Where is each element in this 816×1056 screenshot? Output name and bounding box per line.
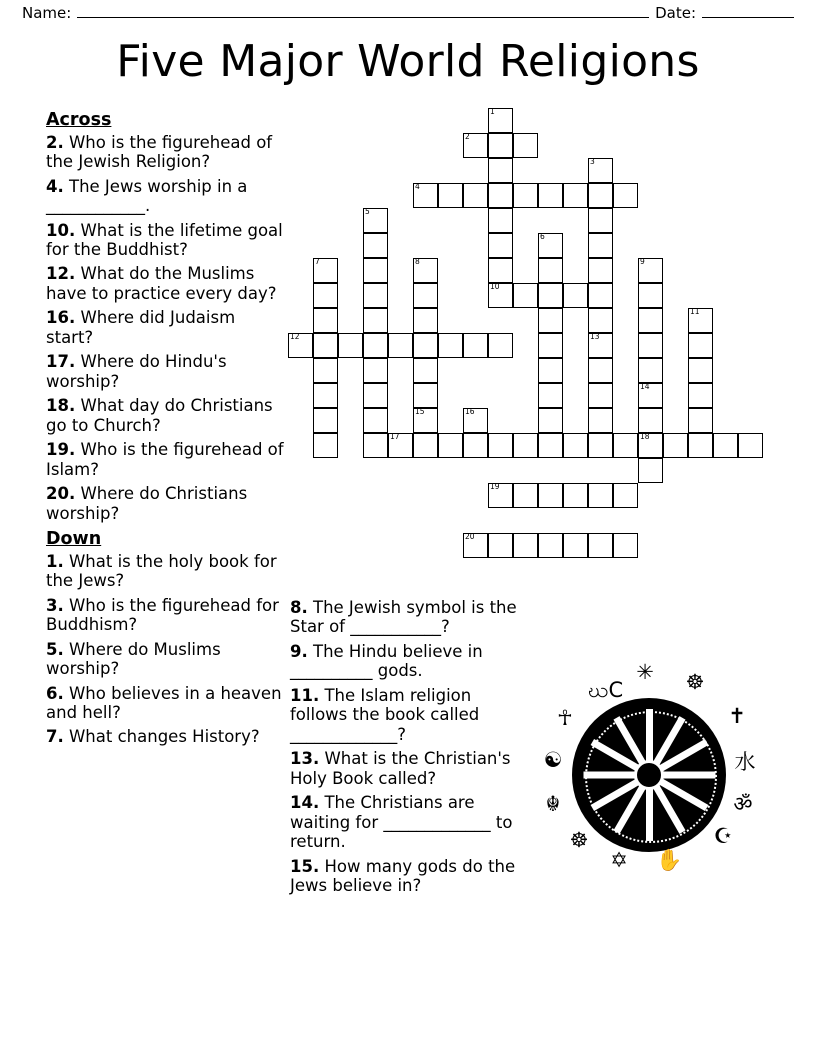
crossword-cell[interactable]	[363, 333, 388, 358]
crossword-cell[interactable]	[638, 408, 663, 433]
name-label: Name:	[22, 4, 72, 22]
crossword-cell[interactable]	[463, 133, 488, 158]
date-write-line	[702, 6, 794, 18]
crossword-cell[interactable]	[488, 333, 513, 358]
clue-text: How many gods do the Jews believe in?	[290, 856, 516, 896]
clue-item	[46, 684, 284, 723]
religion-symbols-wheel	[534, 660, 764, 890]
crossword-cell-number: 10	[490, 282, 500, 291]
crossword-cell-number: 15	[415, 407, 425, 416]
page-title: Five Major World Religions	[116, 36, 700, 87]
crossword-cell[interactable]	[363, 383, 388, 408]
crossword-cell[interactable]	[588, 533, 613, 558]
clue-text: The Jews worship in a ____________.	[46, 176, 248, 216]
crossword-cell[interactable]	[538, 433, 563, 458]
crossword-cell[interactable]	[463, 433, 488, 458]
crossword-cell[interactable]	[363, 208, 388, 233]
crossword-cell-number: 8	[415, 257, 420, 266]
crossword-cell[interactable]	[463, 333, 488, 358]
name-write-line	[77, 6, 649, 18]
crossword-cell[interactable]	[688, 408, 713, 433]
crossword-cell[interactable]	[413, 183, 438, 208]
crossword-cell[interactable]	[463, 533, 488, 558]
clue-item	[46, 596, 284, 635]
crossword-cell[interactable]	[313, 308, 338, 333]
crossword-cell-number: 4	[415, 182, 420, 191]
crossword-cell[interactable]	[488, 533, 513, 558]
crossword-cell[interactable]	[538, 233, 563, 258]
peace-cross-icon: ✝	[728, 704, 746, 728]
date-label: Date:	[655, 4, 696, 22]
clue-item	[46, 396, 284, 435]
crossword-cell[interactable]	[488, 133, 513, 158]
crossword-cell[interactable]	[413, 408, 438, 433]
crossword-cell[interactable]	[538, 383, 563, 408]
crossword-cell[interactable]	[488, 483, 513, 508]
crossword-cell-number: 12	[290, 332, 300, 341]
clue-item	[290, 686, 522, 744]
clue-number: 9.	[290, 641, 308, 661]
clue-text: The Christians are waiting for _____________ to return.	[290, 793, 513, 852]
crossword-cell[interactable]	[638, 358, 663, 383]
down-clue-list	[46, 552, 284, 747]
crossword-cell[interactable]	[688, 383, 713, 408]
clue-number: 13.	[290, 749, 320, 769]
crossword-cell[interactable]	[288, 333, 313, 358]
crossword-cell-number: 3	[590, 157, 595, 166]
crossword-cell[interactable]	[363, 258, 388, 283]
kanji-water-icon: 水	[734, 750, 756, 774]
crossword-cell[interactable]	[388, 333, 413, 358]
clue-item	[46, 308, 284, 347]
clue-text: The Hindu believe in __________ gods.	[290, 641, 483, 681]
crossword-cell[interactable]	[638, 258, 663, 283]
clue-item	[290, 598, 522, 637]
crossword-cell[interactable]	[613, 533, 638, 558]
crossword-cell[interactable]	[538, 483, 563, 508]
crossword-cell[interactable]	[588, 283, 613, 308]
clue-text: Who is the figurehead for Buddhism?	[46, 595, 279, 635]
crossword-cell[interactable]	[588, 158, 613, 183]
star-and-crescent-icon: ☪	[713, 824, 733, 848]
crossword-cell[interactable]	[638, 333, 663, 358]
crossword-cell[interactable]	[588, 333, 613, 358]
crossword-cell[interactable]	[588, 308, 613, 333]
clue-item	[46, 352, 284, 391]
crossword-cell-number: 7	[315, 257, 320, 266]
clue-number: 19.	[46, 440, 76, 460]
clue-text: The Jewish symbol is the Star of ___________?	[290, 598, 517, 637]
crossword-cell[interactable]	[463, 183, 488, 208]
crossword-cell[interactable]	[538, 308, 563, 333]
clue-number: 15.	[290, 856, 320, 876]
crossword-cell[interactable]	[688, 308, 713, 333]
clue-item	[290, 857, 522, 896]
crossword-cell[interactable]	[313, 258, 338, 283]
crossword-cell[interactable]	[363, 433, 388, 458]
crossword-cell[interactable]	[538, 283, 563, 308]
down-clue-list-continued	[290, 598, 522, 896]
crossword-cell[interactable]	[513, 133, 538, 158]
crossword-cell[interactable]	[638, 433, 663, 458]
crossword-cell[interactable]	[313, 408, 338, 433]
wheel-hub	[634, 760, 664, 790]
crossword-cell[interactable]	[488, 208, 513, 233]
clue-number: 10.	[46, 220, 76, 240]
clue-number: 6.	[46, 683, 64, 703]
clue-item	[290, 749, 522, 788]
crossword-cell[interactable]	[663, 433, 688, 458]
clue-number: 20.	[46, 484, 76, 504]
crossword-cell[interactable]	[438, 183, 463, 208]
clue-item	[290, 642, 522, 681]
crossword-cell[interactable]	[538, 358, 563, 383]
crossword-cell-number: 20	[465, 532, 475, 541]
crossword-cell[interactable]	[638, 383, 663, 408]
crossword-cell[interactable]	[688, 433, 713, 458]
crossword-cell[interactable]	[313, 283, 338, 308]
crossword-cell-number: 17	[390, 432, 400, 441]
across-heading: Across	[46, 110, 112, 130]
crossword-cell[interactable]	[413, 433, 438, 458]
clue-number: 5.	[46, 639, 64, 659]
clues-column-left	[46, 110, 284, 752]
crossword-cell[interactable]	[488, 258, 513, 283]
clue-number: 1.	[46, 551, 64, 571]
crossword-cell-number: 11	[690, 307, 700, 316]
clue-text: What is the Christian's Holy Book called?	[290, 749, 511, 788]
crossword-cell[interactable]	[588, 408, 613, 433]
crossword-cell-number: 19	[490, 482, 500, 491]
crossword-grid[interactable]	[288, 108, 788, 588]
crossword-cell[interactable]	[563, 183, 588, 208]
clue-item	[46, 264, 284, 303]
crossword-cell-number: 18	[640, 432, 650, 441]
crossword-cell[interactable]	[463, 408, 488, 433]
crossword-cell[interactable]	[438, 333, 463, 358]
clue-text: What is the lifetime goal for the Buddhist?	[46, 220, 283, 259]
crossword-cell[interactable]	[563, 283, 588, 308]
bahai-star-icon: ✳	[636, 660, 654, 684]
clue-item	[46, 133, 284, 172]
crossword-cell[interactable]	[513, 283, 538, 308]
menorah-icon: ✡	[610, 848, 628, 872]
crossword-cell[interactable]	[613, 183, 638, 208]
across-clue-list	[46, 133, 284, 523]
clue-text: Where do Muslims worship?	[46, 639, 221, 679]
crossword-cell[interactable]	[363, 408, 388, 433]
clue-text: Where did Judaism start?	[46, 308, 236, 347]
crossword-cell-number: 1	[490, 107, 495, 116]
worksheet-header	[22, 4, 794, 22]
crossword-cell[interactable]	[638, 308, 663, 333]
crossword-cell-number: 9	[640, 257, 645, 266]
crossword-cell-number: 13	[590, 332, 600, 341]
clue-text: What do the Muslims have to practice every day?	[46, 264, 277, 303]
crossword-cell[interactable]	[413, 333, 438, 358]
crossword-cell[interactable]	[588, 433, 613, 458]
clue-item	[46, 484, 284, 523]
crossword-cell[interactable]	[613, 433, 638, 458]
clues-column-middle	[290, 598, 522, 901]
clue-number: 14.	[290, 793, 320, 813]
clue-number: 11.	[290, 685, 320, 705]
crossword-cell[interactable]	[638, 283, 663, 308]
clue-number: 3.	[46, 595, 64, 615]
crossword-cell[interactable]	[538, 408, 563, 433]
crossword-cell[interactable]	[563, 533, 588, 558]
yin-yang-icon: ☯	[543, 748, 563, 772]
khanda-icon: ☬	[545, 792, 561, 816]
faravahar-icon: ဃC	[588, 678, 624, 702]
clue-number: 12.	[46, 264, 76, 284]
clue-text: What day do Christians go to Church?	[46, 396, 273, 435]
crossword-cell[interactable]	[513, 483, 538, 508]
crossword-cell[interactable]	[588, 383, 613, 408]
crossword-cell[interactable]	[638, 458, 663, 483]
crossword-cell[interactable]	[488, 183, 513, 208]
crossword-cell[interactable]	[488, 158, 513, 183]
crossword-cell[interactable]	[513, 433, 538, 458]
crossword-cell[interactable]	[388, 433, 413, 458]
crossword-cell[interactable]	[488, 433, 513, 458]
clue-item	[46, 221, 284, 260]
down-heading: Down	[46, 529, 102, 550]
crossword-cell[interactable]	[588, 183, 613, 208]
jain-hand-icon: ✋	[656, 848, 683, 872]
wheel-of-dharma-small-icon: ☸	[569, 828, 589, 852]
clue-text: Who is the figurehead of the Jewish Religion?	[46, 132, 273, 172]
crossword-cell[interactable]	[363, 233, 388, 258]
crossword-cell[interactable]	[313, 433, 338, 458]
clue-item	[46, 552, 284, 591]
clue-text: What is the holy book for the Jews?	[46, 551, 277, 591]
crossword-cell[interactable]	[688, 333, 713, 358]
crossword-cell[interactable]	[338, 333, 363, 358]
clue-item	[46, 440, 284, 479]
clue-text: Where do Hindu's worship?	[46, 352, 227, 391]
crossword-cell[interactable]	[363, 308, 388, 333]
clue-number: 8.	[290, 598, 308, 617]
clue-number: 2.	[46, 132, 64, 152]
crossword-cell[interactable]	[413, 383, 438, 408]
clue-text: Who is the figurehead of Islam?	[46, 440, 284, 479]
crossword-cell[interactable]	[538, 258, 563, 283]
clue-number: 17.	[46, 352, 76, 372]
crossword-cell[interactable]	[513, 533, 538, 558]
crossword-cell[interactable]	[513, 183, 538, 208]
crossword-cell[interactable]	[413, 283, 438, 308]
crossword-cell[interactable]	[488, 233, 513, 258]
crossword-cell[interactable]	[613, 483, 638, 508]
crossword-cell[interactable]	[563, 433, 588, 458]
crossword-cell[interactable]	[363, 283, 388, 308]
crossword-cell[interactable]	[313, 358, 338, 383]
crossword-cell[interactable]	[588, 483, 613, 508]
crossword-cell[interactable]	[688, 358, 713, 383]
clue-number: 18.	[46, 396, 76, 416]
crossword-cell[interactable]	[313, 383, 338, 408]
dharma-wheel-icon: ☸	[685, 670, 705, 694]
clue-number: 16.	[46, 308, 76, 328]
crossword-cell[interactable]	[413, 308, 438, 333]
crossword-cell[interactable]	[563, 483, 588, 508]
clue-item	[46, 640, 284, 679]
clue-text: Who believes in a heaven and hell?	[46, 683, 282, 722]
crossword-cell[interactable]	[713, 433, 738, 458]
crossword-cell[interactable]	[588, 358, 613, 383]
crossword-cell[interactable]	[413, 358, 438, 383]
ankh-icon: ☥	[557, 706, 573, 730]
clue-text: Where do Christians worship?	[46, 484, 248, 523]
crossword-cell-number: 14	[640, 382, 650, 391]
clue-item	[46, 727, 284, 746]
om-icon: ॐ	[733, 792, 753, 816]
clue-text: The Islam religion follows the book called _____________?	[290, 685, 480, 744]
crossword-cell[interactable]	[588, 208, 613, 233]
crossword-cell[interactable]	[413, 258, 438, 283]
crossword-cell[interactable]	[488, 108, 513, 133]
clue-number: 7.	[46, 727, 64, 747]
crossword-cell-number: 5	[365, 207, 370, 216]
crossword-cell[interactable]	[538, 183, 563, 208]
clue-item	[290, 793, 522, 851]
crossword-cell-number: 2	[465, 132, 470, 141]
clue-item	[46, 177, 284, 216]
crossword-cell-number: 16	[465, 407, 475, 416]
crossword-cell[interactable]	[588, 258, 613, 283]
crossword-cell[interactable]	[538, 533, 563, 558]
crossword-cell[interactable]	[438, 433, 463, 458]
crossword-cell-number: 6	[540, 232, 545, 241]
crossword-cell[interactable]	[538, 333, 563, 358]
crossword-cell[interactable]	[363, 358, 388, 383]
crossword-cell[interactable]	[738, 433, 763, 458]
crossword-cell[interactable]	[588, 233, 613, 258]
clue-text: What changes History?	[63, 727, 260, 747]
crossword-cell[interactable]	[488, 283, 513, 308]
crossword-cell[interactable]	[313, 333, 338, 358]
clue-number: 4.	[46, 176, 64, 196]
